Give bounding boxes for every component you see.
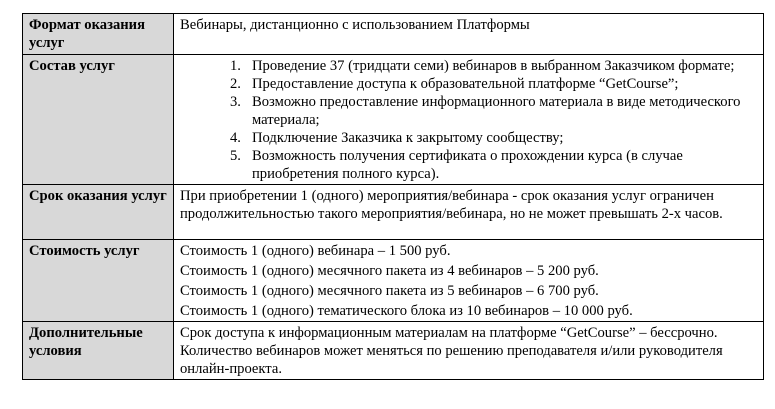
extra-label: Дополнительные условия [23,322,174,380]
table-row-extra [23,322,764,380]
list-item-number: 5. [230,148,241,164]
list-item-number: 1. [230,58,241,74]
list-item [230,57,757,75]
price-line: Стоимость 1 (одного) месячного пакета из 4 вебинаров – 5 200 руб. [180,263,599,279]
table-row-services [23,55,764,185]
list-item [230,147,757,183]
list-item-text: Возможность получения сертификата о прохождении курса (в случае приобретения полного курса). [252,148,683,182]
list-item-number: 4. [230,130,241,146]
list-item-text: Проведение 37 (тридцати семи) вебинаров в выбранном Заказчиком формате; [252,58,735,74]
service-terms-table [22,13,764,380]
cost-value [174,240,764,322]
list-item-number: 3. [230,94,241,110]
list-item-number: 2. [230,76,241,92]
list-item-text: Предоставление доступа к образовательной платформе “GetCourse”; [252,76,679,92]
services-value [174,55,764,185]
extra-value: Срок доступа к информационным материалам на платформе “GetCourse” – бессрочно. Количество вебинаров может меняться по решению преподавателя и/или руководителя онлайн-проекта. [174,322,764,380]
price-line: Стоимость 1 (одного) тематического блока из 10 вебинаров – 10 000 руб. [180,303,633,319]
term-label: Срок оказания услуг [23,185,174,240]
list-item-text: Подключение Заказчика к закрытому сообществу; [252,130,564,146]
cost-label: Стоимость услуг [23,240,174,322]
services-list [180,57,757,183]
price-line: Стоимость 1 (одного) вебинара – 1 500 руб. [180,243,451,259]
table-row-format [23,14,764,55]
format-value: Вебинары, дистанционно с использованием Платформы [174,14,764,55]
services-label: Состав услуг [23,55,174,185]
list-item-text: Возможно предоставление информационного материала в виде методического материала; [252,94,741,128]
price-line: Стоимость 1 (одного) месячного пакета из 5 вебинаров – 6 700 руб. [180,283,599,299]
format-label: Формат оказания услуг [23,14,174,55]
term-value: При приобретении 1 (одного) мероприятия/вебинара - срок оказания услуг ограничен продолжительностью такого мероприятия/вебинара, но не может превышать 2-х часов. [174,185,764,240]
table-row-cost [23,240,764,322]
table-row-term [23,185,764,240]
list-item [230,75,757,93]
list-item [230,129,757,147]
list-item [230,93,757,129]
